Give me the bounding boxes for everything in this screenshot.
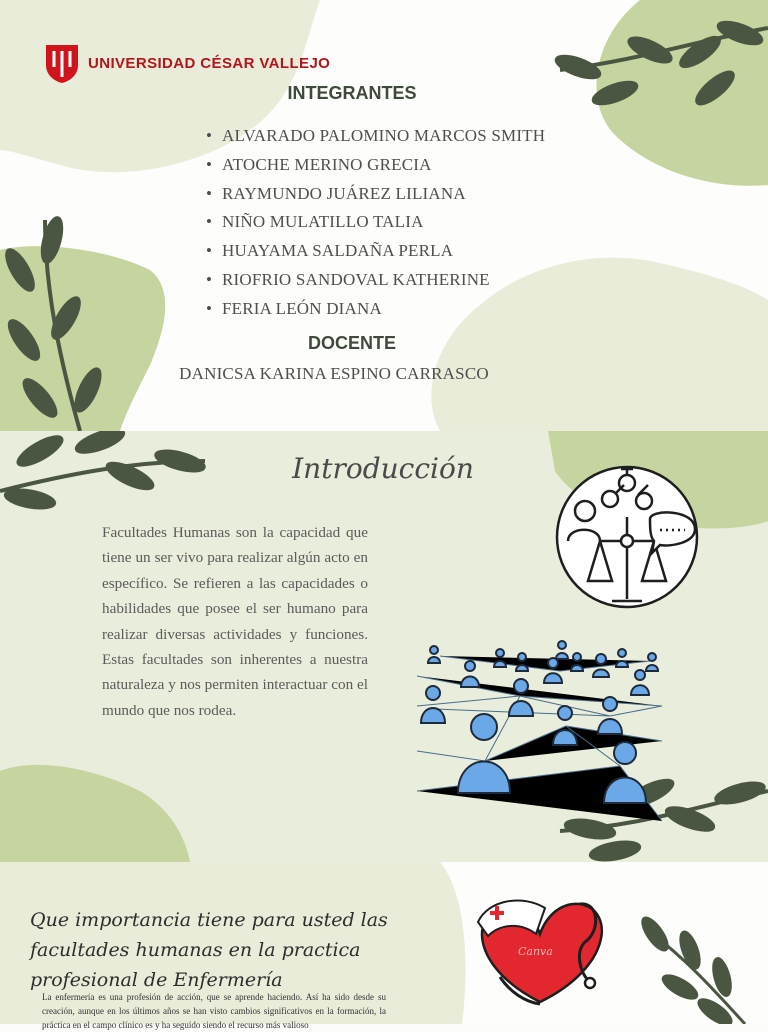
university-name: UNIVERSIDAD CÉSAR VALLEJO [88,55,331,72]
members-list [206,124,545,326]
teacher-title: DOCENTE [307,333,396,353]
members-title: INTEGRANTES [287,83,417,103]
list-item: • FERIA LEÓN DIANA [206,297,545,326]
list-item: • RAYMUNDO JUÁREZ LILIANA [206,182,545,211]
list-item: • RIOFRIO SANDOVAL KATHERINE [206,268,545,297]
intro-title: Introducción [292,452,474,485]
leaf-branch-icon [637,913,745,1024]
question-title: Que importancia tiene para usted las facultades humanas en la practica profesional de Enfermería [30,909,388,991]
intro-body: Facultades Humanas son la capacidad que tiene un ser vivo para realizar algún acto en específico. Se refieren a las capacidades o habilidades que posee el ser humano para realizar diversas actividades y funciones. Estas facultades son inherentes a nuestra naturaleza y nos permiten interactuar con el mundo que nos rodea. [102,524,368,719]
list-item: • HUAYAMA SALDAÑA PERLA [206,239,545,268]
intro-section [0,431,768,862]
cover-section [0,0,768,431]
list-item: • ALVARADO PALOMINO MARCOS SMITH [206,124,545,153]
university-logo-icon [44,43,80,83]
leaf-branch-icon [0,431,207,512]
list-item: • ATOCHE MERINO GRECIA [206,153,545,182]
image-watermark: Canva [518,945,553,958]
list-item: • NIÑO MULATILLO TALIA [206,210,545,239]
question-body: La enfermería es una profesión de acción, que se aprende haciendo. Así ha sido desde su creación, aunque en los últimos años se han visto cambios significativos en la formación, la práctica en el campo clínico es y ha seguido siendo el recurso más valioso [42,992,386,1030]
teacher-name: DANICSA KARINA ESPINO CARRASCO [179,364,489,383]
equality-scale-icon [557,467,697,607]
